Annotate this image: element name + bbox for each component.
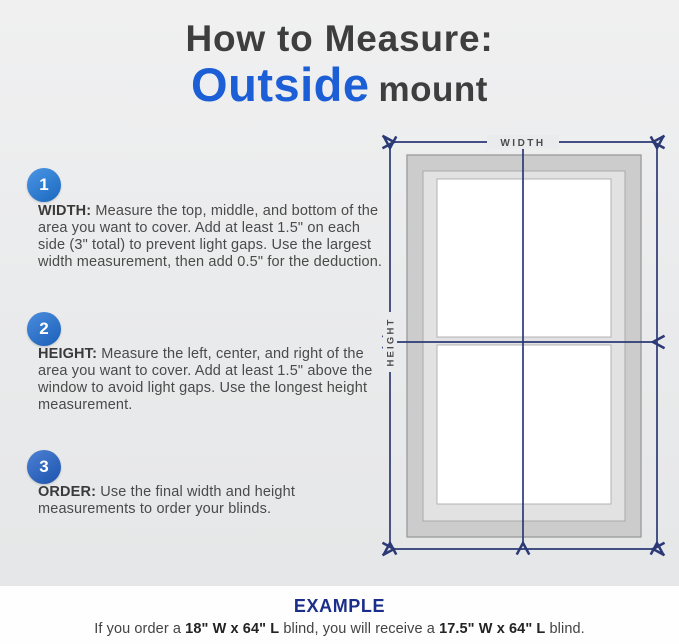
- step-3-badge: [27, 450, 61, 484]
- step-2-number: 2: [39, 319, 49, 338]
- step-3-body: Use the final width and height measurements to order your blinds.: [38, 484, 296, 517]
- width-dimension-label: WIDTH: [500, 138, 546, 149]
- step-3-text: [38, 484, 378, 518]
- height-dimension-label: HEIGHT: [385, 317, 397, 367]
- title-mount-type: Outside: [191, 57, 370, 111]
- example-post: blind.: [545, 620, 585, 637]
- title-line-2: [0, 57, 679, 111]
- step-3-label: ORDER:: [38, 484, 97, 500]
- example-received-size: 17.5" W x 64" L: [439, 620, 546, 637]
- step-1-badge: [27, 168, 61, 202]
- step-1-text: [38, 203, 390, 271]
- step-1-number: 1: [39, 175, 49, 194]
- window-measurement-diagram: [370, 125, 669, 585]
- step-2-label: HEIGHT:: [38, 346, 98, 362]
- example-sentence: [0, 621, 679, 637]
- window-pane-upper: [437, 179, 611, 337]
- step-2-body: Measure the left, center, and right of the area you want to cover. Add at least 1.5" above the window to avoid light gaps. Use the longest height measurement.: [38, 346, 373, 413]
- title-line-1: How to Measure:: [185, 18, 494, 59]
- step-2-badge: [27, 312, 61, 346]
- step-3-number: 3: [39, 457, 49, 476]
- step-1-label: WIDTH:: [38, 203, 92, 219]
- page-title: [0, 18, 679, 111]
- step-1-body: Measure the top, middle, and bottom of the area you want to cover. Add at least 1.5" on each side (3" total) to prevent light gaps. Use the largest width measurement, then add 0.5" for the deduction.: [38, 203, 383, 270]
- example-mid: blind, you will receive a: [279, 620, 440, 637]
- title-mount-word: mount: [378, 69, 488, 109]
- window-pane-lower: [437, 345, 611, 504]
- step-2-text: [38, 346, 394, 414]
- window-illustration: [407, 155, 641, 537]
- example-heading: EXAMPLE: [293, 596, 386, 616]
- example-ordered-size: 18" W x 64" L: [185, 620, 280, 637]
- example-footer: [0, 586, 679, 644]
- example-pre: If you order a: [94, 620, 186, 637]
